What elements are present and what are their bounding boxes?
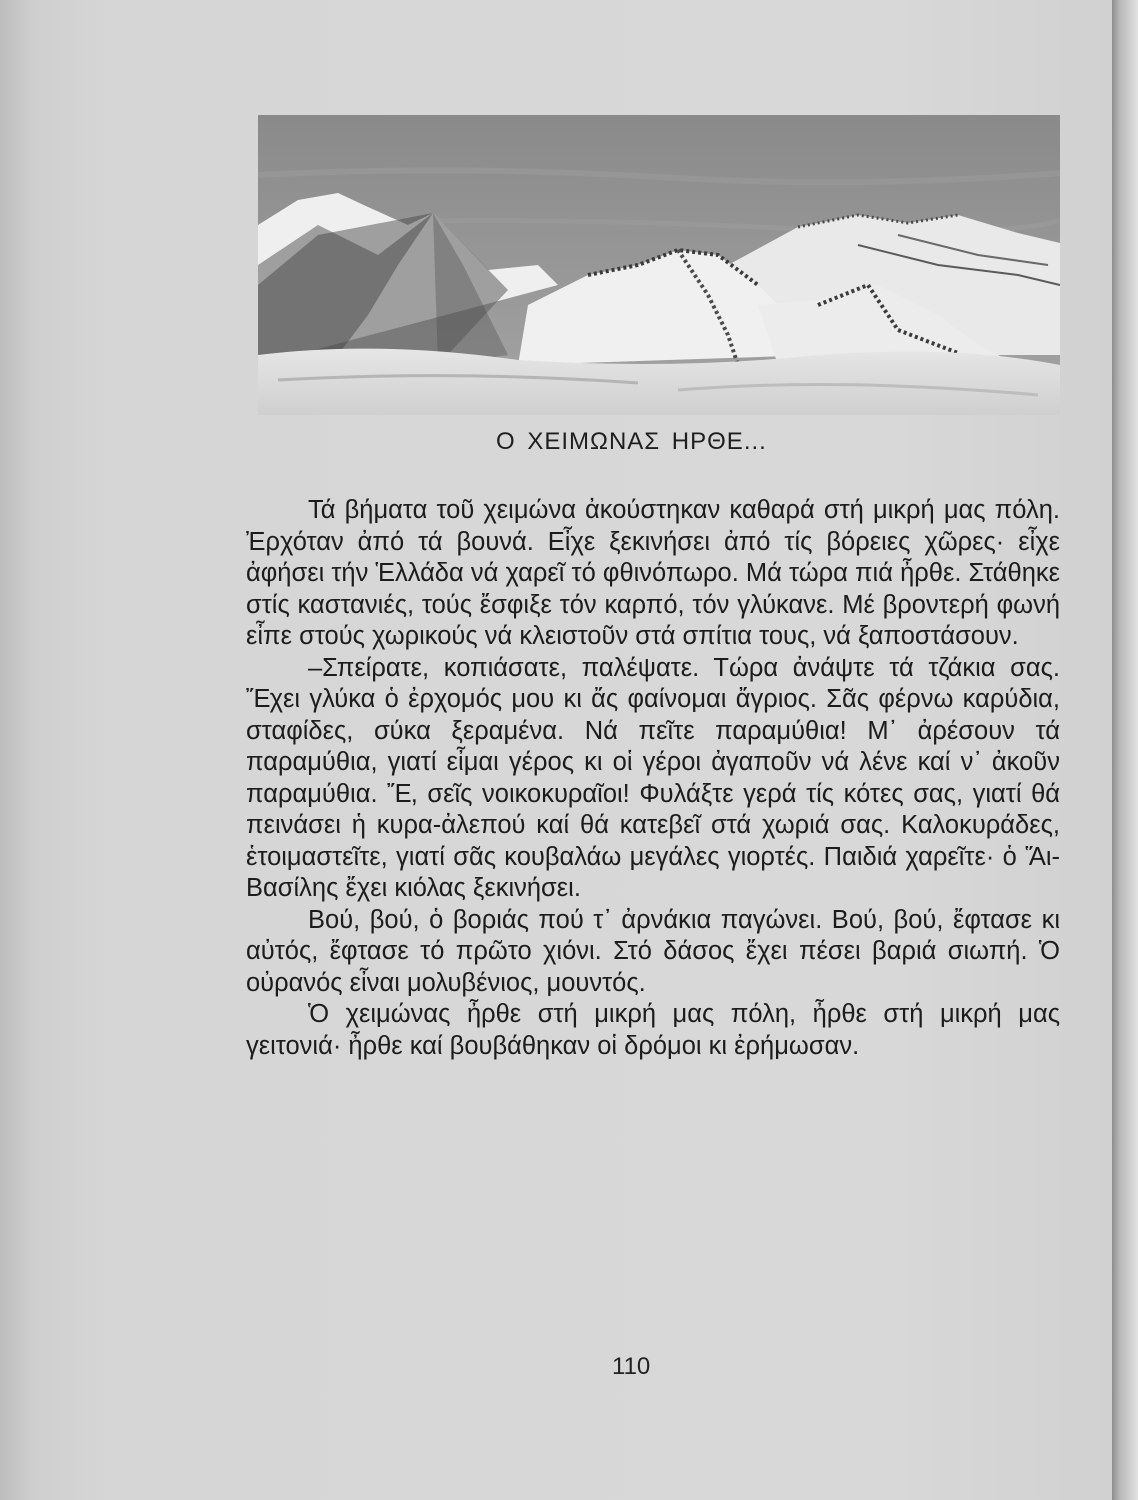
paragraph-3: Βού, βού, ὁ βοριάς πού τ᾽ ἀρνάκια παγώνει. Βού, βού, ἔφτασε κι αὐτός, ἔφτασε τό πρῶτο χιόνι. Στό δάσος ἔχει πέσει βαριά σιωπή. Ὁ οὐρανός εἶναι μολυβένιος, μουντός.	[246, 905, 1060, 997]
paragraph-2: –Σπείρατε, κοπιάσατε, παλέψατε. Τώρα ἀνάψτε τά τζάκια σας. Ἔχει γλύκα ὁ ἐρχομός μου κι ἄς φαίνομαι ἄγριος. Σᾶς φέρνω καρύδια, σταφίδες, σύκα ξεραμένα. Νά πεῖτε παραμύθια! Μ᾽ ἀρέσουν τά παραμύθια, γιατί εἶμαι γέρος κι οἱ γέροι ἀγαποῦν νά λένε καί ν᾽ ἀκοῦν παραμύθια. Ἔ, σεῖς νοικοκυραῖοι! Φυλάξτε γερά τίς κότες σας, γιατί θά πεινάσει ἡ κυρα-ἀλεπού καί θά κατεβεῖ στά χωριά σας. Καλοκυράδες, ἑτοιμαστεῖτε, γιατί σᾶς κουβαλάω μεγάλες γιορτές. Παιδιά χαρεῖτε· ὁ Ἅι-Βασίλης ἔχει κιόλας ξεκινήσει.	[246, 653, 1060, 902]
paragraph-1: Τά βήματα τοῦ χειμώνα ἀκούστηκαν καθαρά στή μικρή μας πόλη. Ἐρχόταν ἀπό τά βουνά. Εἶχε ξεκινήσει ἀπό τίς βόρειες χῶρες· εἶχε ἀφήσει τήν Ἑλλάδα νά χαρεῖ τό φθινόπωρο. Μά τώρα πιά ἦρθε. Στάθηκε στίς καστανιές, τούς ἔσφιξε τόν καρπό, τόν γλύκανε. Μέ βροντερή φωνή εἶπε στούς χωρικούς νά κλειστοῦν στά σπίτια τους, νά ξαποστάσουν.	[246, 496, 1060, 650]
paragraph-4: Ὁ χειμώνας ἦρθε στή μικρή μας πόλη, ἦρθε στή μικρή μας γειτονιά· ἦρθε καί βουβάθηκαν οἱ δρόμοι κι ἐρήμωσαν.	[246, 1000, 1060, 1060]
book-binding-edge	[1112, 0, 1138, 1500]
page-number: 110	[612, 1353, 651, 1380]
story-text	[246, 495, 1060, 1062]
mountains-illustration	[258, 115, 1060, 415]
chapter-title: Ο ΧΕΙΜΩΝΑΣ ΗΡΘΕ...	[496, 428, 767, 455]
snowy-mountains-image	[258, 115, 1060, 415]
